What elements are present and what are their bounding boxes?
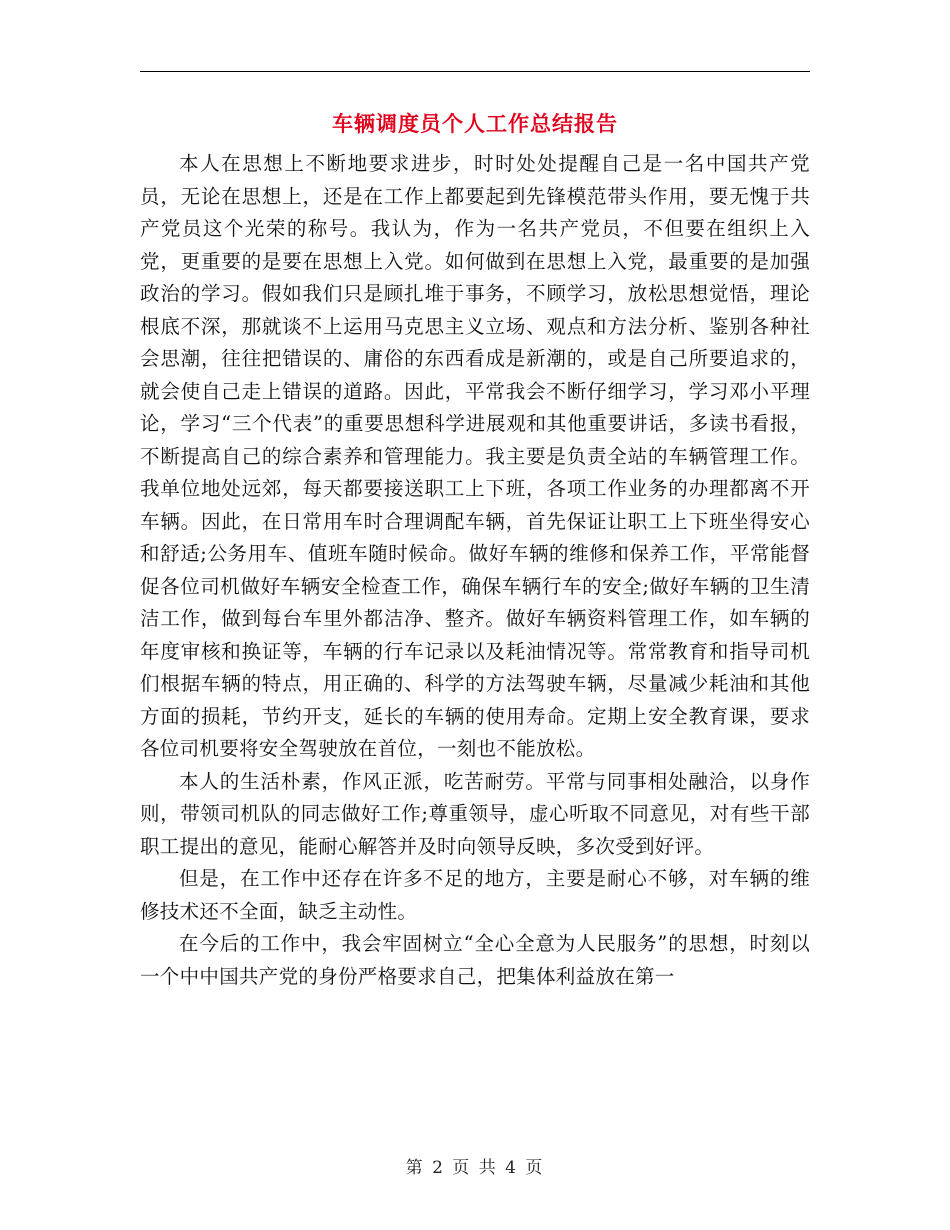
body-paragraph: 本人在思想上不断地要求进步，时时处处提醒自己是一名中国共产党员，无论在思想上，还是在工作上都要起到先锋模范带头作用，要无愧于共产党员这个光荣的称号。我认为，作为一名共产党员，不但要在组织上入党，更重要的是要在思想上入党。如何做到在思想上入党，最重要的是加强政治的学习。假如我们只是顾扎堆于事务，不顾学习，放松思想觉悟，理论根底不深，那就谈不上运用马克思主义立场、观点和方法分析、鉴别各种社会思潮，往往把错误的、庸俗的东西看成是新潮的，或是自己所要追求的，就会使自己走上错误的道路。因此，平常我会不断仔细学习，学习邓小平理论，学习“三个代表”的重要思想科学进展观和其他重要讲话，多读书看报，不断提高自己的综合素养和管理能力。我主要是负责全站的车辆管理工作。我单位地处远郊，每天都要接送职工上下班，各项工作业务的办理都离不开车辆。因此，在日常用车时合理调配车辆，首先保证让职工上下班坐得安心和舒适;公务用车、值班车随时候命。做好车辆的维修和保养工作，平常能督促各位司机做好车辆安全检查工作，确保车辆行车的安全;做好车辆的卫生清洁工作，做到每台车里外都洁净、整齐。做好车辆资料管理工作，如车辆的年度审核和换证等，车辆的行车记录以及耗油情况等。常常教育和指导司机们根据车辆的特点，用正确的、科学的方法驾驶车辆，尽量减少耗油和其他方面的损耗，节约开支，延长的车辆的使用寿命。定期上安全教育课，要求各位司机要将安全驾驶放在首位，一刻也不能放松。 xyxy=(140,152,810,760)
body-paragraph: 本人的生活朴素，作风正派，吃苦耐劳。平常与同事相处融洽，以身作则，带领司机队的同志做好工作;尊重领导，虚心听取不同意见，对有些干部职工提出的意见，能耐心解答并及时向领导反映，多次受到好评。 xyxy=(140,769,810,858)
document-body xyxy=(140,148,810,993)
body-paragraph: 在今后的工作中，我会牢固树立“全心全意为人民服务”的思想，时刻以一个中中国共产党的身份严格要求自己，把集体利益放在第一 xyxy=(140,932,810,988)
document-title: 车辆调度员个人工作总结报告 xyxy=(332,111,618,136)
header-rule xyxy=(140,71,810,72)
body-paragraph: 但是，在工作中还存在许多不足的地方，主要是耐心不够，对车辆的维修技术还不全面，缺乏主动性。 xyxy=(140,867,810,923)
page-number: 第 2 页 共 4 页 xyxy=(405,1158,545,1178)
